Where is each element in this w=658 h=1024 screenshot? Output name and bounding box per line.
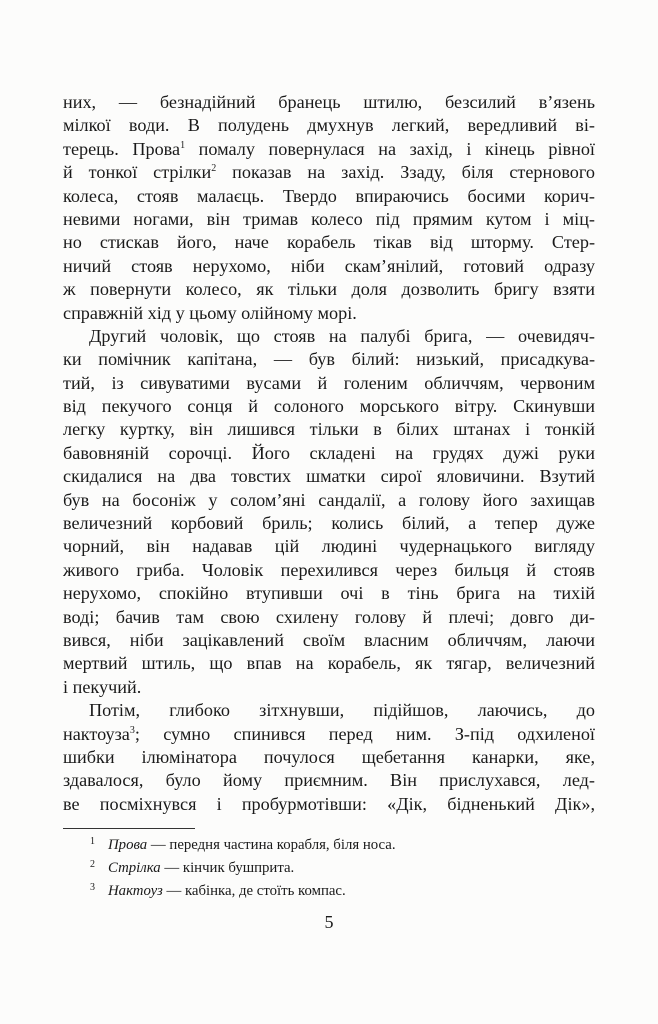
footnote-2 [90, 857, 590, 880]
footnote-term: Нактоуз [108, 883, 163, 899]
footnotes [90, 834, 590, 903]
text-line [63, 138, 595, 161]
text-line: тий, із сивуватими вусами й голеним обличчям, червоним [63, 372, 595, 393]
text-line: живого гриба. Чоловік перехилився через бильця й стояв [63, 559, 595, 580]
text-fragment: нактоуза [63, 723, 130, 744]
body-text [63, 91, 595, 816]
text-fragment: й тонкої стрілки [63, 162, 212, 183]
text-line: мертвий штиль, що впав на корабель, як тягар, величезний [63, 653, 595, 674]
footnote-term: Прова [108, 837, 148, 853]
footnote-number: 2 [90, 859, 95, 870]
text-line: Другий чоловік, що стояв на палубі брига, — очевидяч- [89, 325, 595, 346]
text-line: ки помічник капітана, — був білий: низький, присадкува- [63, 349, 595, 370]
footnote-ref-1[interactable]: 1 [180, 139, 186, 151]
text-line: но стискав його, наче корабель тікав від шторму. Стер- [63, 232, 595, 253]
text-line: здавалося, було йому приємним. Він прислухався, лед- [63, 770, 595, 791]
footnote-divider [63, 828, 195, 829]
text-fragment: помалу повернулася на захід, і кінець рівної [185, 138, 595, 159]
text-line: скидалися на два товстих шматки сирої яловичини. Взутий [63, 466, 595, 487]
text-line: величезний корбовий бриль; колись білий, а тепер дуже [63, 513, 595, 534]
text-line: ничий стояв нерухомо, ніби скам’янілий, готовий одразу [63, 255, 595, 276]
text-line: мілкої води. В полудень дмухнув легкий, вередливий ві- [63, 115, 595, 136]
footnote-ref-3[interactable]: 3 [129, 724, 135, 736]
text-line [63, 723, 595, 746]
text-line: легку куртку, він лишився тільки в білих штанах і тонкій [63, 419, 595, 440]
footnote-term: Стрілка [108, 860, 161, 876]
text-line: був на босоніж у солом’яні сандалії, а голову його захищав [63, 489, 595, 510]
page-number: 5 [324, 912, 334, 932]
footnote-text: — передня частина корабля, біля носа. [147, 837, 396, 853]
footnote-1 [90, 834, 590, 857]
footnote-number: 1 [90, 836, 95, 847]
text-line: нерухомо, спокійно втупивши очі в тінь брига на тихій [63, 583, 595, 604]
footnote-number: 3 [90, 882, 95, 893]
text-line: бавовняній сорочці. Його складені на грудях дужі руки [63, 442, 595, 463]
text-fragment: показав на захід. Ззаду, біля стернового [216, 162, 595, 183]
text-fragment: терець. Прова [63, 138, 181, 159]
text-line: ж повернути колесо, як тільки доля дозволить бригу взяти [63, 279, 595, 300]
footnote-text: — кінчик бушприта. [160, 860, 295, 876]
text-line: справжній хід у цьому олійному морі. [63, 302, 357, 323]
text-line: вився, ніби зацікавлений своїм власним обличчям, лаючи [63, 629, 595, 650]
text-line [63, 161, 595, 184]
text-line: від пекучого сонця й солоного морського вітру. Скинувши [63, 396, 595, 417]
text-line: чорний, він надавав цій людині чудернацького вигляду [63, 536, 595, 557]
text-fragment: ; сумно спинився перед ним. З-під одхиленої [134, 723, 595, 744]
text-line: них, — безнадійний бранець штилю, безсилий в’язень [63, 92, 595, 112]
text-line: шибки ілюмінатора почулося щебетання канарки, яке, [63, 746, 595, 767]
text-line: воді; бачив там свою схилену голову й плечі; довго ди- [63, 606, 595, 627]
text-line: колеса, стояв малаєць. Твердо впираючись босими корич- [63, 185, 595, 206]
footnote-text: — кабінка, де стоїть компас. [162, 883, 346, 899]
footnote-3 [90, 880, 590, 903]
text-line: ве посміхнувся і пробурмотівши: «Дік, бідненький Дік», [63, 793, 595, 814]
footnote-ref-2[interactable]: 2 [211, 163, 217, 175]
text-line: Потім, глибоко зітхнувши, підійшов, лаючись, до [89, 700, 595, 721]
text-line: невими ногами, він тримав колесо під прямим кутом і міц- [63, 208, 595, 229]
text-line: і пекучий. [63, 676, 142, 697]
